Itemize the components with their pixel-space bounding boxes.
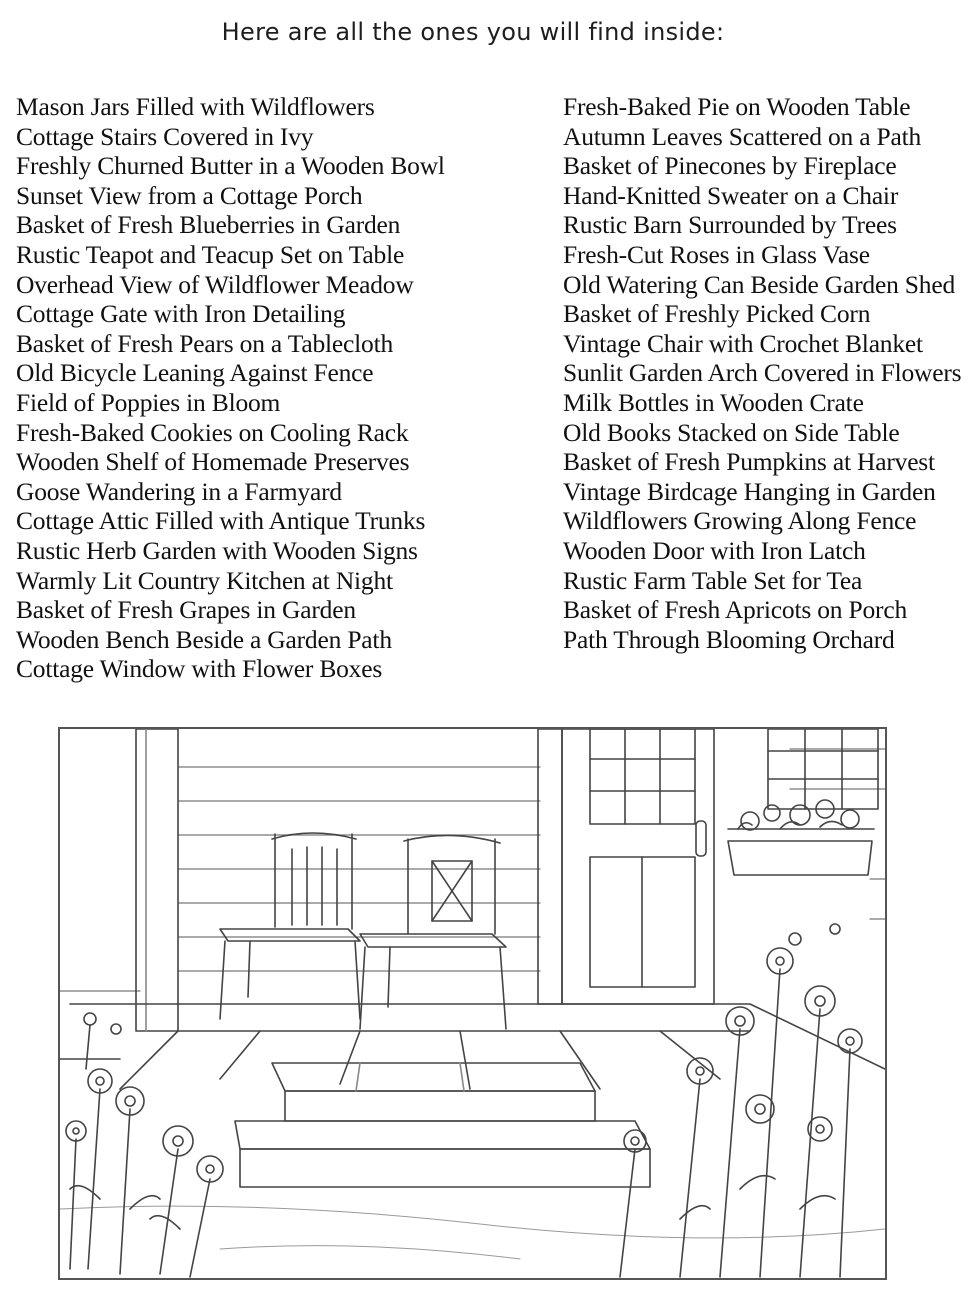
list-item: Rustic Herb Garden with Wooden Signs	[16, 535, 418, 565]
list-item: Cottage Attic Filled with Antique Trunks	[16, 506, 426, 536]
front-door	[538, 729, 714, 1004]
list-item: Basket of Fresh Pears on a Tablecloth	[16, 328, 394, 358]
list-item: Wooden Shelf of Homemade Preserves	[16, 447, 410, 477]
porch-steps	[235, 1063, 650, 1187]
list-item: Mason Jars Filled with Wildflowers	[16, 92, 375, 121]
list-item: Autumn Leaves Scattered on a Path	[563, 121, 922, 151]
porch-post	[136, 729, 178, 1031]
chair-left	[220, 833, 360, 1019]
list-item: Wooden Bench Beside a Garden Path	[16, 624, 392, 654]
list-item: Basket of Fresh Blueberries in Garden	[16, 210, 401, 240]
list-item: Rustic Barn Surrounded by Trees	[563, 210, 897, 240]
list-item: Vintage Birdcage Hanging in Garden	[563, 476, 936, 506]
list-item: Overhead View of Wildflower Meadow	[16, 269, 414, 299]
list-item: Rustic Farm Table Set for Tea	[563, 565, 863, 595]
list-item: Warmly Lit Country Kitchen at Night	[16, 565, 393, 595]
list-item: Fresh-Baked Pie on Wooden Table	[563, 92, 911, 121]
list-item: Freshly Churned Butter in a Wooden Bowl	[16, 151, 445, 181]
list-item: Basket of Fresh Apricots on Porch	[563, 595, 907, 625]
list-item: Basket of Fresh Grapes in Garden	[16, 595, 356, 625]
list-item: Fresh-Baked Cookies on Cooling Rack	[16, 417, 409, 447]
list-item: Vintage Chair with Crochet Blanket	[563, 328, 923, 358]
list-item: Field of Poppies in Bloom	[16, 387, 281, 417]
list-item: Cottage Window with Flower Boxes	[16, 654, 383, 684]
list-item: Cottage Stairs Covered in Ivy	[16, 121, 314, 151]
flower-box	[728, 800, 874, 875]
list-item: Cottage Gate with Iron Detailing	[16, 299, 346, 329]
list-item: Basket of Pinecones by Fireplace	[563, 151, 897, 181]
list-item: Old Watering Can Beside Garden Shed	[563, 269, 956, 299]
title-list-right	[563, 92, 980, 654]
title-list-left	[16, 92, 546, 684]
list-item: Basket of Freshly Picked Corn	[563, 299, 871, 329]
list-item: Milk Bottles in Wooden Crate	[563, 387, 864, 417]
list-item: Wooden Door with Iron Latch	[563, 535, 866, 565]
list-item: Sunset View from a Cottage Porch	[16, 180, 363, 210]
list-item: Sunlit Garden Arch Covered in Flowers	[563, 358, 962, 388]
list-item: Rustic Teapot and Teacup Set on Table	[16, 239, 405, 269]
list-item: Hand-Knitted Sweater on a Chair	[563, 180, 899, 210]
flowers-right	[620, 924, 862, 1277]
chair-right	[360, 835, 506, 1029]
list-item: Fresh-Cut Roses in Glass Vase	[563, 239, 870, 269]
porch-floor	[60, 1004, 885, 1089]
list-item: Old Bicycle Leaning Against Fence	[16, 358, 374, 388]
page-heading: Here are all the ones you will find inside:	[221, 18, 725, 46]
list-item: Path Through Blooming Orchard	[563, 624, 895, 654]
list-item: Basket of Fresh Pumpkins at Harvest	[563, 447, 935, 477]
porch-coloring-page-illustration	[58, 727, 887, 1280]
list-item: Old Books Stacked on Side Table	[563, 417, 900, 447]
cottage-window	[768, 729, 878, 809]
list-item: Wildflowers Growing Along Fence	[563, 506, 917, 536]
flowers-left	[66, 1013, 223, 1277]
list-item: Goose Wandering in a Farmyard	[16, 476, 342, 506]
